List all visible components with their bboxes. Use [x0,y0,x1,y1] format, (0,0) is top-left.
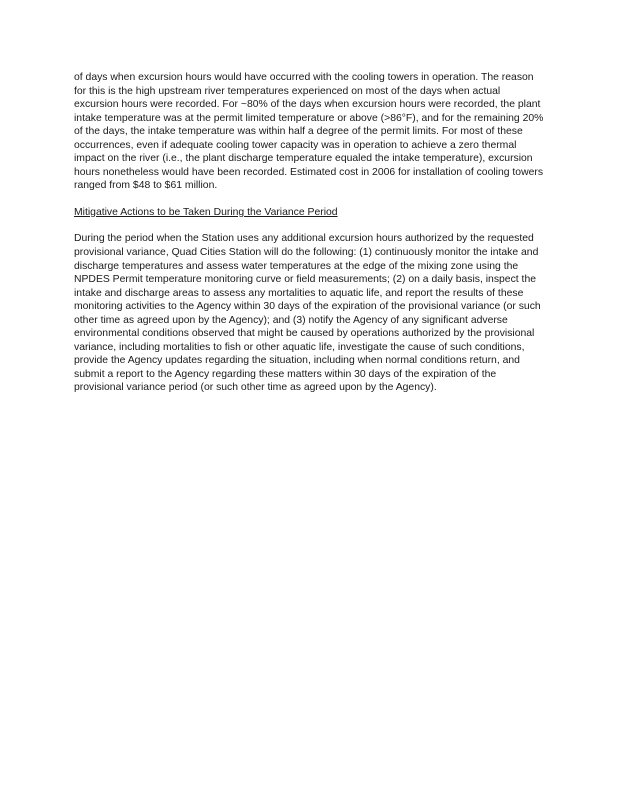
document-body [74,71,546,408]
paragraph-cooling-towers: of days when excursion hours would have occurred with the cooling towers in operation. The reason for this is the high upstream river temperatures experienced on most of the days when actual excursion hours were recorded. For ~80% of the days when excursion hours were recorded, the plant intake temperature was at the permit limited temperature or above (>86°F), and for the remaining 20% of the days, the intake temperature was within half a degree of the permit limits. For most of these occurrences, even if adequate cooling tower capacity was in operation to achieve a zero thermal impact on the river (i.e., the plant discharge temperature equaled the intake temperature), excursion hours nonetheless would have been recorded. Estimated cost in 2006 for installation of cooling towers ranged from $48 to $61 million. [74,72,544,192]
section-heading: Mitigative Actions to be Taken During the Variance Period [74,206,338,218]
paragraph-mitigative-actions: During the period when the Station uses any additional excursion hours authorized by the requested provisional variance, Quad Cities Station will do the following: (1) continuously monitor the intake and discharge temperatures and assess water temperatures at the edge of the mixing zone using the NPDES Permit temperature monitoring curve or field measurements; (2) on a daily basis, inspect the intake and discharge areas to assess any mortalities to aquatic life, and report the results of these monitoring activities to the Agency within 30 days of the expiration of the provisional variance (or such other time as agreed upon by the Agency); and (3) notify the Agency of any significant adverse environmental conditions observed that might be caused by operations authorized by the provisional variance, including mortalities to fish or other aquatic life, investigate the cause of such conditions, provide the Agency updates regarding the situation, including when normal conditions return, and submit a report to the Agency regarding these matters within 30 days of the expiration of the provisional variance period (or such other time as agreed upon by the Agency). [74,233,541,394]
